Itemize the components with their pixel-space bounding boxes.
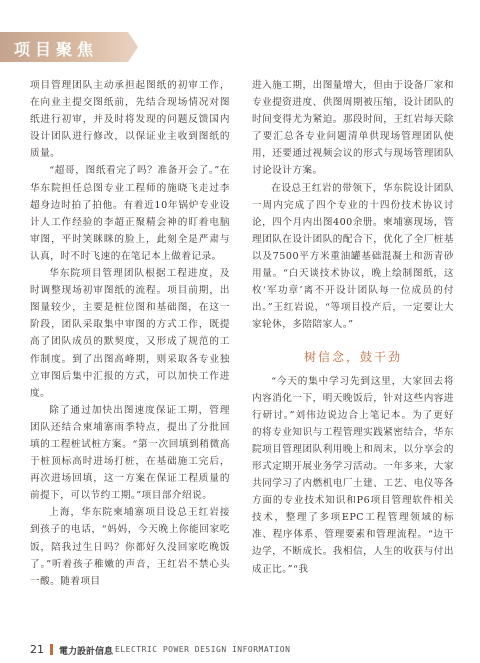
paragraph: 项目管理团队主动承担起图纸的初审工作，在向业主提交图纸前，先结合现场情况对图纸进行初审，并及时将发现的问题反馈国内设计团队进行修改，以保证业主收到图纸的质量。 (30, 80, 230, 160)
section-title: 项目聚焦 (14, 40, 99, 59)
right-column (252, 77, 454, 578)
paragraph: 除了通过加快出图速度保证工期，管理团队还结合柬埔寨雨季特点，提出了分批回填的工程桩试桩方案。“第一次回填到稍微高于桩顶标高时进场打桩，在基础施工完后，再次进场回填，这一方案在保证工程质量的前提下，可以节约工期。”项目部介绍说。 (30, 404, 230, 502)
page-number: 21 (30, 643, 44, 656)
banner-tail (128, 32, 138, 62)
paragraph: 在设总王红岩的带领下，华东院设计团队一周内完成了四个专业的十四份技术协议讨论，四个月内出图400余册。柬埔寨现场，管理团队在设计团队的配合下，优化了全厂桩基以及7500平方米重油罐基础混凝土和沥青砂用量。“白天谈技术协议，晚上绘制图纸，这枚‘军功章’离不开设计团队每一位成员的付出。”王红岩说，“等项目投产后，一定要让大家轮休，多陪陪家人。” (252, 182, 454, 331)
section-banner (0, 32, 128, 62)
paragraph: “今天的集中学习先到这里，大家回去将内容消化一下，明天晚饭后，针对这些内容进行研讨。”刘伟边说边合上笔记本。为了更好的将专业知识与工程管理实践紧密结合，华东院项目管理团队利用晚上和周末，以分享会的形式定期开展业务学习活动。一年多来，大家共同学习了内燃机电厂土建、工艺、电仪等各方面的专业技术知识和P6项目管理软件相关技术，整理了多项EPC工程管理领域的标准、程序体系、管理要素和管理流程。“边干边学，不断成长。我相信，人生的收获与付出成正比。”“我 (252, 375, 454, 575)
page-footer (30, 642, 450, 660)
paragraph: “超哥，图纸看完了吗？准备开会了。”在华东院担任总图专业工程师的施晓飞走过李超身边时拍了拍他。有着近10年锅炉专业设计人工作经验的李超正聚精会神的盯着电脑审图，平时笑眯眯的脸上，此刻全是严肃与认真，时不时飞速的在笔记本上做着记录。 (30, 165, 230, 262)
paragraph: 进入施工期，出图量增大，但由于设备厂家和专业提资进度、供图周期被压缩，设计团队的时间变得尤为紧迫。那段时间，王红岩每天除了要汇总各专业问题清单供现场管理团队使用，还要通过视频会议的形式与现场管理团队讨论设计方案。 (252, 80, 454, 177)
section-heading: 树信念，鼓干劲 (303, 350, 402, 365)
journal-name-english: ELECTRIC POWER DESIGN INFORMATION (115, 645, 291, 654)
paragraph: 上海，华东院柬埔寨项目设总王红岩接到孩子的电话，“妈妈，今天晚上你能回家吃饭，陪我过生日吗？你都好久没回家吃晚饭了。”听着孩子稚嫩的声音，王红岩不禁心头一酸。随着项目 (30, 507, 230, 587)
paragraph: 华东院项目管理团队根据工程进度，及时调整现场初审图纸的流程。项目前期，出图量较少，主要是桩位图和基础图，在这一阶段，团队采取集中审图的方式工作，既提高了团队成员的默契度，又形成了规范的工作制度。到了出图高峰期，则采取各专业独立审图后集中汇报的方式，可以加快工作进度。 (30, 268, 230, 399)
journal-name: 電力設計信息 (59, 647, 114, 657)
footer-accent-bar (50, 644, 53, 655)
left-column (30, 77, 230, 590)
